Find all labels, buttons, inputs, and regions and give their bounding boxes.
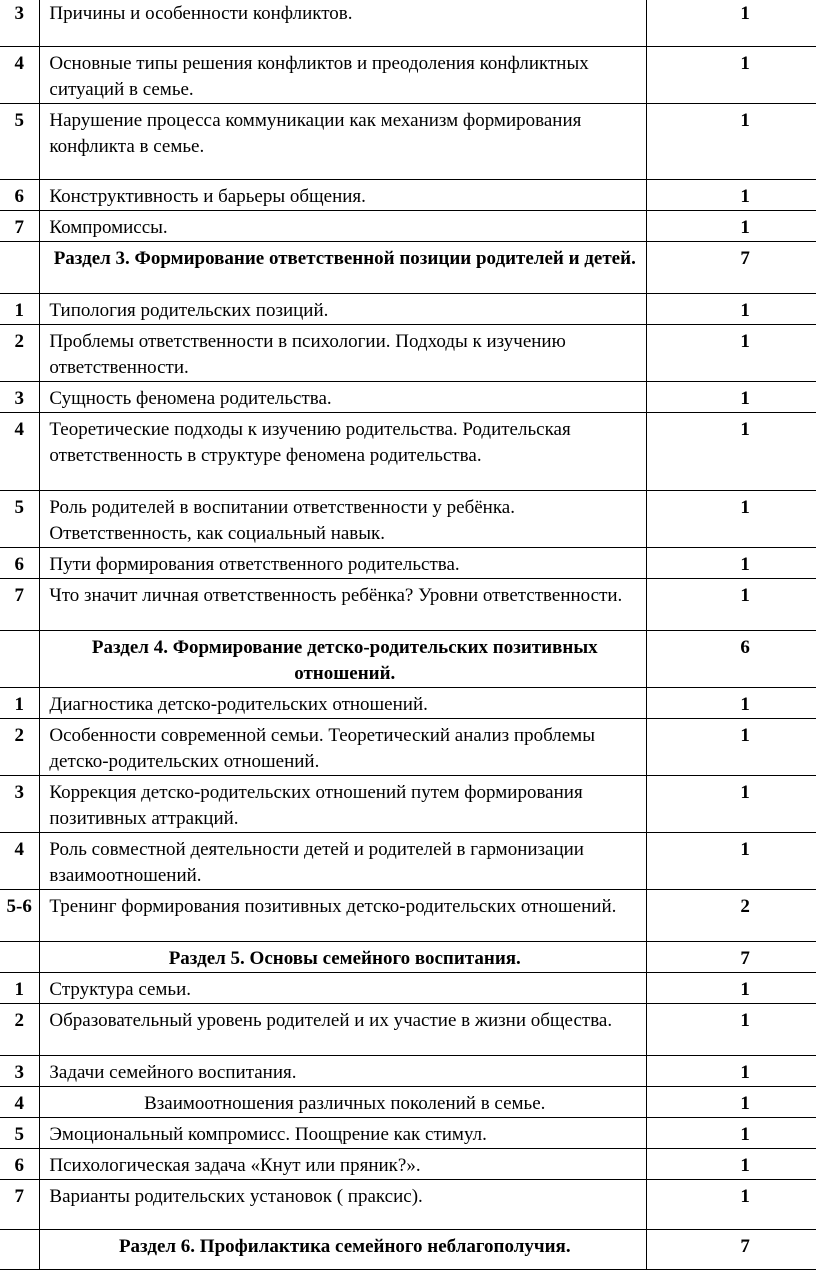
hours-cell — [647, 294, 816, 325]
hours-cell — [647, 1230, 816, 1270]
hours-value: 7 — [740, 1236, 750, 1257]
hours-value: 1 — [740, 388, 750, 409]
section-title: Раздел 6. Профилактика семейного неблагополучия. — [40, 1230, 647, 1270]
topic-text: Компромиссы. — [40, 211, 647, 242]
hours-value: 1 — [740, 1010, 750, 1031]
topic-text: Роль совместной деятельности детей и родителей в гармонизации взаимоотношений. — [40, 833, 647, 890]
table-row — [0, 0, 816, 47]
hours-cell — [647, 890, 816, 942]
row-number: 1 — [0, 973, 40, 1004]
hours-value: 1 — [740, 300, 750, 321]
row-number: 3 — [0, 1056, 40, 1087]
table-row — [0, 325, 816, 382]
hours-value: 1 — [740, 782, 750, 803]
hours-cell — [647, 211, 816, 242]
hours-cell — [647, 1180, 816, 1230]
row-number: 2 — [0, 325, 40, 382]
row-number: 1 — [0, 688, 40, 719]
topic-text: Что значит личная ответственность ребёнка? Уровни ответственности. — [40, 579, 647, 631]
hours-cell — [647, 631, 816, 688]
hours-value: 1 — [740, 694, 750, 715]
row-number: 2 — [0, 1004, 40, 1056]
topic-text: Задачи семейного воспитания. — [40, 1056, 647, 1087]
table-row — [0, 1118, 816, 1149]
table-row — [0, 833, 816, 890]
row-number — [0, 1230, 40, 1270]
row-number: 7 — [0, 1180, 40, 1230]
row-number: 4 — [0, 47, 40, 104]
row-number: 7 — [0, 211, 40, 242]
hours-cell — [647, 579, 816, 631]
table-row — [0, 491, 816, 548]
hours-cell — [647, 1004, 816, 1056]
hours-value: 1 — [740, 110, 750, 131]
hours-cell — [647, 776, 816, 833]
hours-cell — [647, 688, 816, 719]
row-number — [0, 242, 40, 294]
table-row — [0, 1180, 816, 1230]
row-number: 5 — [0, 1118, 40, 1149]
table-row — [0, 1056, 816, 1087]
hours-cell — [647, 1087, 816, 1118]
section-title: Раздел 5. Основы семейного воспитания. — [40, 942, 647, 973]
hours-cell — [647, 719, 816, 776]
topic-text: Коррекция детско-родительских отношений путем формирования позитивных аттракций. — [40, 776, 647, 833]
topic-text: Основные типы решения конфликтов и преодоления конфликтных ситуаций в семье. — [40, 47, 647, 104]
hours-cell — [647, 548, 816, 579]
topic-text: Варианты родительских установок ( праксис). — [40, 1180, 647, 1230]
hours-cell — [647, 1056, 816, 1087]
hours-cell — [647, 0, 816, 47]
row-number: 5 — [0, 491, 40, 548]
row-number: 6 — [0, 548, 40, 579]
topic-text: Диагностика детско-родительских отношений. — [40, 688, 647, 719]
hours-value: 1 — [740, 497, 750, 518]
hours-value: 1 — [740, 725, 750, 746]
topic-text: Образовательный уровень родителей и их участие в жизни общества. — [40, 1004, 647, 1056]
table-row — [0, 294, 816, 325]
row-number: 5-6 — [0, 890, 40, 942]
row-number: 5 — [0, 104, 40, 180]
hours-cell — [647, 942, 816, 973]
hours-value: 7 — [740, 948, 750, 969]
row-number: 4 — [0, 413, 40, 491]
topic-text: Проблемы ответственности в психологии. Подходы к изучению ответственности. — [40, 325, 647, 382]
hours-value: 7 — [740, 248, 750, 269]
hours-value: 1 — [740, 1155, 750, 1176]
table-row — [0, 688, 816, 719]
table-row — [0, 1087, 816, 1118]
hours-value: 1 — [740, 554, 750, 575]
topic-text: Особенности современной семьи. Теоретический анализ проблемы детско-родительских отношений. — [40, 719, 647, 776]
hours-cell — [647, 180, 816, 211]
topic-text: Конструктивность и барьеры общения. — [40, 180, 647, 211]
hours-cell — [647, 973, 816, 1004]
row-number — [0, 631, 40, 688]
hours-cell — [647, 382, 816, 413]
table-row — [0, 47, 816, 104]
section-title: Раздел 3. Формирование ответственной позиции родителей и детей. — [40, 242, 647, 294]
hours-value: 1 — [740, 217, 750, 238]
hours-value: 1 — [740, 1093, 750, 1114]
table-row — [0, 413, 816, 491]
table-row — [0, 1004, 816, 1056]
table-row — [0, 104, 816, 180]
table-row — [0, 719, 816, 776]
hours-value: 1 — [740, 186, 750, 207]
hours-value: 1 — [740, 331, 750, 352]
row-number: 3 — [0, 382, 40, 413]
section-row — [0, 242, 816, 294]
table-row — [0, 890, 816, 942]
table-row — [0, 548, 816, 579]
table-row — [0, 776, 816, 833]
hours-value: 2 — [740, 896, 750, 917]
section-row — [0, 1230, 816, 1270]
hours-value: 1 — [740, 1062, 750, 1083]
section-title: Раздел 4. Формирование детско-родительских позитивных отношений. — [40, 631, 647, 688]
topic-text: Пути формирования ответственного родительства. — [40, 548, 647, 579]
topic-text: Нарушение процесса коммуникации как механизм формирования конфликта в семье. — [40, 104, 647, 180]
table-row — [0, 382, 816, 413]
row-number: 3 — [0, 0, 40, 47]
hours-cell — [647, 104, 816, 180]
row-number: 7 — [0, 579, 40, 631]
hours-value: 1 — [740, 419, 750, 440]
topic-text: Эмоциональный компромисс. Поощрение как стимул. — [40, 1118, 647, 1149]
hours-cell — [647, 1149, 816, 1180]
hours-value: 1 — [740, 53, 750, 74]
topic-text: Типология родительских позиций. — [40, 294, 647, 325]
section-row — [0, 942, 816, 973]
hours-cell — [647, 833, 816, 890]
hours-value: 1 — [740, 839, 750, 860]
topic-text: Тренинг формирования позитивных детско-родительских отношений. — [40, 890, 647, 942]
hours-value: 6 — [740, 637, 750, 658]
hours-cell — [647, 242, 816, 294]
topic-text: Психологическая задача «Кнут или пряник?». — [40, 1149, 647, 1180]
hours-value: 1 — [740, 3, 750, 24]
row-number: 4 — [0, 833, 40, 890]
hours-value: 1 — [740, 585, 750, 606]
table-row — [0, 579, 816, 631]
hours-value: 1 — [740, 979, 750, 1000]
hours-value: 1 — [740, 1186, 750, 1207]
hours-value: 1 — [740, 1124, 750, 1145]
row-number: 1 — [0, 294, 40, 325]
topic-text: Сущность феномена родительства. — [40, 382, 647, 413]
table-row — [0, 973, 816, 1004]
row-number: 3 — [0, 776, 40, 833]
topic-text: Причины и особенности конфликтов. — [40, 0, 647, 47]
row-number: 4 — [0, 1087, 40, 1118]
row-number: 6 — [0, 1149, 40, 1180]
row-number — [0, 942, 40, 973]
topic-text: Структура семьи. — [40, 973, 647, 1004]
hours-cell — [647, 47, 816, 104]
hours-cell — [647, 1118, 816, 1149]
row-number: 6 — [0, 180, 40, 211]
table-row — [0, 180, 816, 211]
table-row — [0, 1149, 816, 1180]
table-row — [0, 211, 816, 242]
hours-cell — [647, 413, 816, 491]
row-number: 2 — [0, 719, 40, 776]
topic-text: Взаимоотношения различных поколений в семье. — [40, 1087, 647, 1118]
hours-cell — [647, 325, 816, 382]
section-row — [0, 631, 816, 688]
hours-cell — [647, 491, 816, 548]
topic-text: Роль родителей в воспитании ответственности у ребёнка. Ответственность, как социальный навык. — [40, 491, 647, 548]
topic-text: Теоретические подходы к изучению родительства. Родительская ответственность в структуре феномена родительства. — [40, 413, 647, 491]
